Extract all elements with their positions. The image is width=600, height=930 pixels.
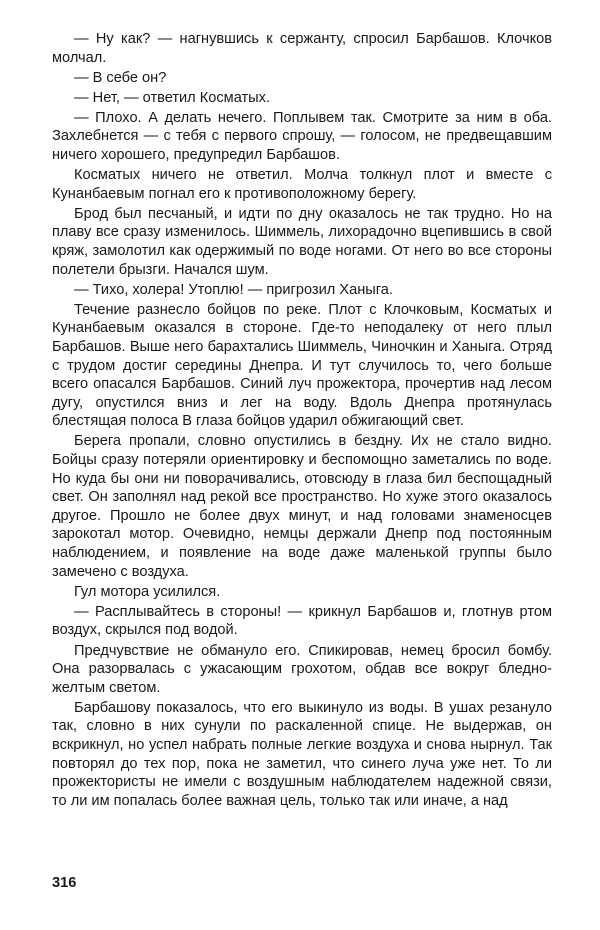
paragraph-6: Брод был песчаный, и идти по дну оказалось не так трудно. Но на плаву все сразу изменилось. Шиммель, лихорадочно вцепившись в свой кряж, замолотил как одержимый по воде ногами. От него во все стороны полетели брызги. Начался шум. — [52, 205, 552, 278]
paragraph-2: — В себе он? — [74, 69, 167, 86]
page-number: 316 — [52, 875, 77, 891]
paragraph-12: Предчувствие не обмануло его. Спикировав, немец бросил бомбу. Она разорвалась с ужасающим грохотом, обдав все вокруг бледно-желтым светом. — [52, 642, 552, 696]
paragraph-13: Барбашову показалось, что его выкинуло из воды. В ушах резануло так, словно в них сунули по раскаленной спице. Не выдержав, он вскрикнул, но успел набрать полные легкие воздуха и снова нырнул. Так повторял до тех пор, пока не заметил, что синего луча уже нет. То ли прожектористы не имели с воздушным наблюдателем надежной связи, то ли им попалась более важная цель, только так или иначе, а над — [52, 699, 552, 809]
paragraph-1: — Ну как? — нагнувшись к сержанту, спросил Барбашов. Клочков молчал. — [52, 31, 552, 66]
paragraph-3: — Нет, — ответил Косматых. — [74, 89, 271, 106]
paragraph-7: — Тихо, холера! Утоплю! — пригрозил Ханыга. — [74, 281, 393, 298]
paragraph-4: — Плохо. А делать нечего. Поплывем так. Смотрите за ним в оба. Захлебнется — с тебя с первого спрошу, — голосом, не предвещавшим ничего хорошего, предупредил Барбашов. — [52, 109, 552, 164]
page-text — [52, 30, 552, 812]
paragraph-5: Косматых ничего не ответил. Молча толкнул плот и вместе с Кунанбаевым погнал его к противоположному берегу. — [52, 167, 552, 202]
paragraph-8: Течение разнесло бойцов по реке. Плот с Клочковым, Косматых и Кунанбаевым оказался в стороне. Где-то неподалеку от него плыл Барбашов. Выше него барахтались Шиммель, Чиночкин и Ханыга. Отряд с трудом достиг середины Днепра. И тут случилось то, чего больше всего опасался Барбашов. Синий луч прожектора, прочертив над лесом дугу, опустился вниз и лег на воду. Вдоль Днепра протянулась блестящая полоса В глаза бойцов ударил обжигающий свет. — [52, 301, 552, 430]
paragraph-9: Берега пропали, словно опустились в бездну. Их не стало видно. Бойцы сразу потеряли ориентировку и беспомощно заметались по воде. Но куда бы они ни поворачивались, отовсюду в глаза бил беспощадный свет. Он заполнял над рекой все пространство. Но хуже этого оказалось другое. Прошло не более двух минут, и над головами знаменосцев зарокотал мотор. Очевидно, немцы держали Днепр под постоянным наблюдением, и появление на воде даже маленькой группы было замечено с воздуха. — [52, 433, 552, 580]
paragraph-10: Гул мотора усилился. — [74, 583, 221, 600]
paragraph-11: — Расплывайтесь в стороны! — крикнул Барбашов и, глотнув ртом воздух, скрылся под водой. — [52, 603, 552, 639]
